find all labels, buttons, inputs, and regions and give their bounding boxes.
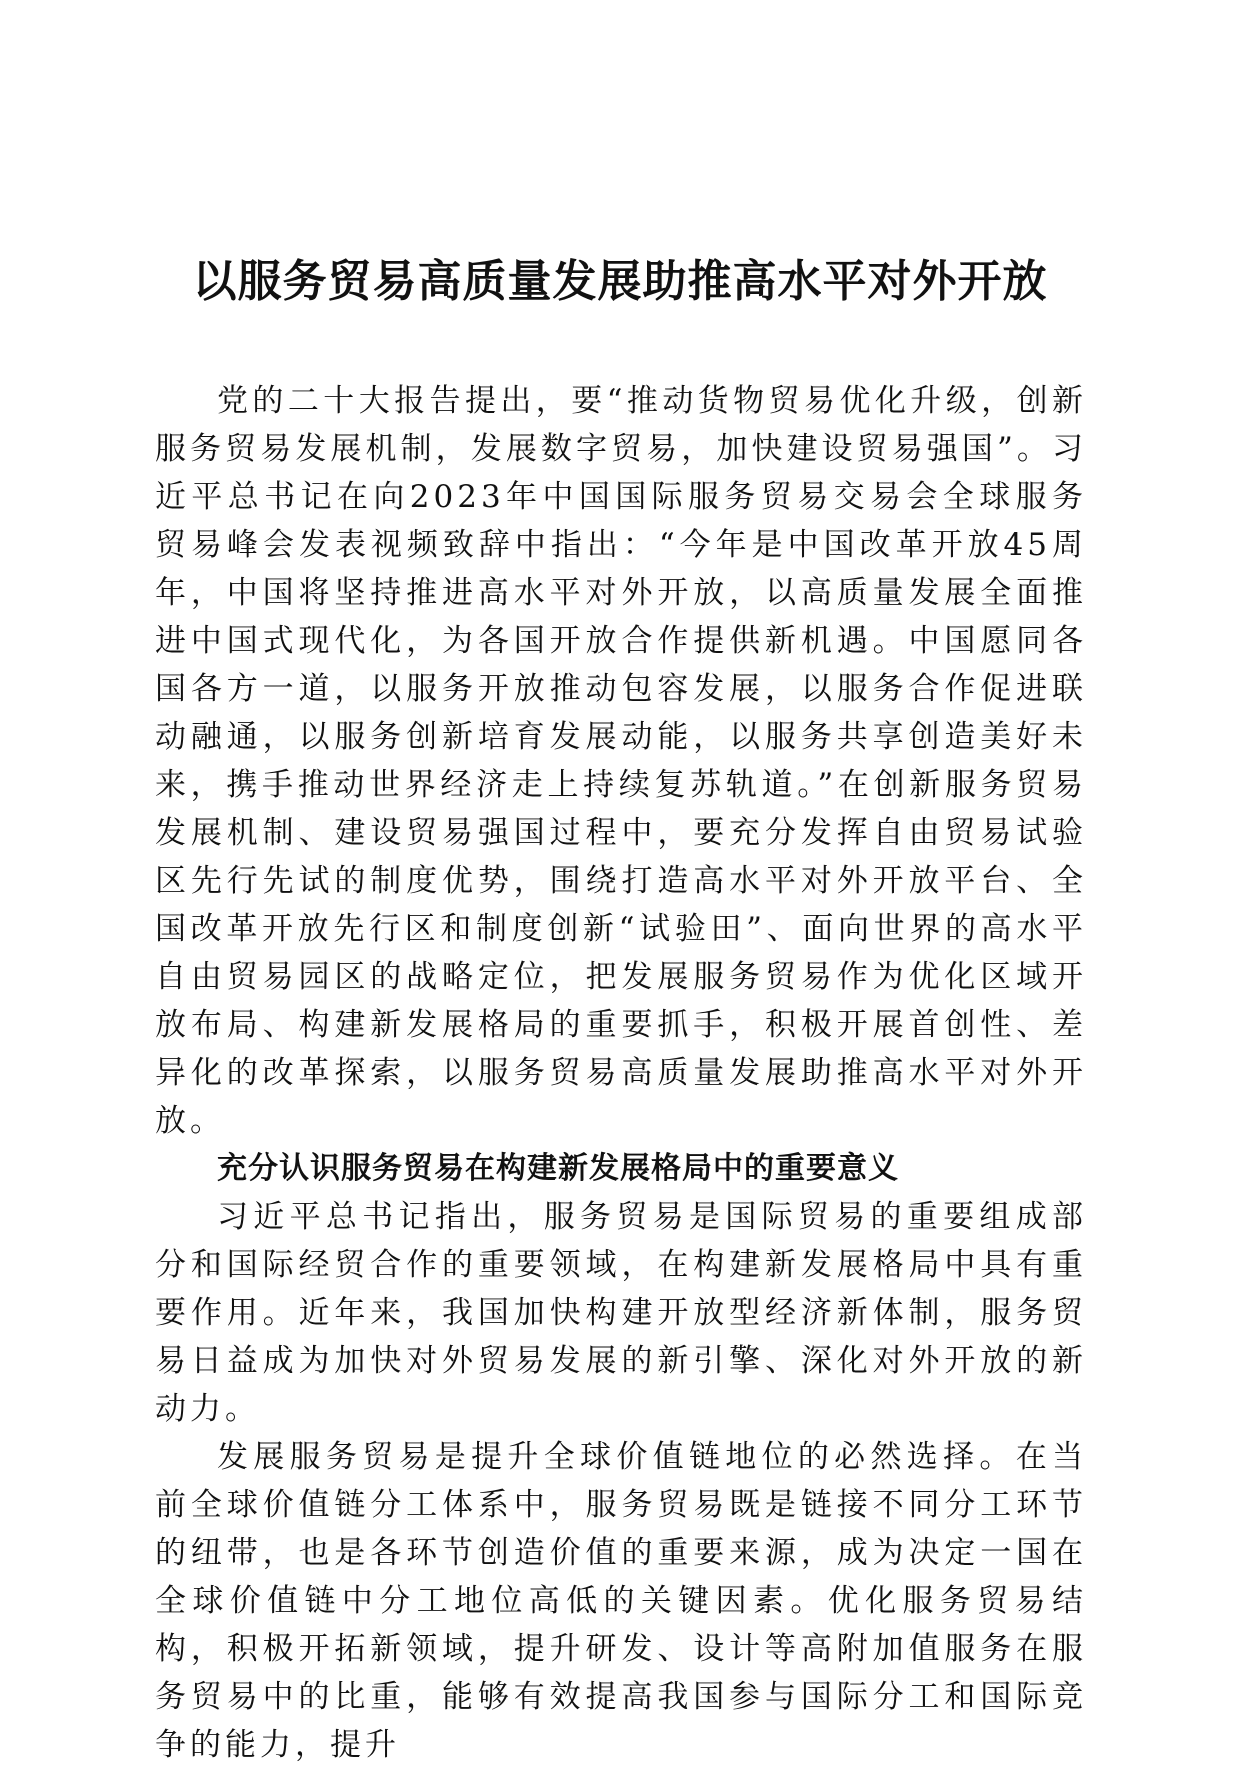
document-body	[155, 377, 1087, 1769]
section-heading: 充分认识服务贸易在构建新发展格局中的重要意义	[217, 1151, 899, 1186]
document-title: 以服务贸易高质量发展助推高水平对外开放	[192, 256, 1048, 307]
paragraph: 习近平总书记指出，服务贸易是国际贸易的重要组成部分和国际经贸合作的重要领域，在构建新发展格局中具有重要作用。近年来，我国加快构建开放型经济新体制，服务贸易日益成为加快对外贸易发展的新引擎、深化对外开放的新动力。	[155, 1199, 1087, 1427]
paragraph: 发展服务贸易是提升全球价值链地位的必然选择。在当前全球价值链分工体系中，服务贸易既是链接不同分工环节的纽带，也是各环节创造价值的重要来源，成为决定一国在全球价值链中分工地位高低的关键因素。优化服务贸易结构，积极开拓新领域，提升研发、设计等高附加值服务在服务贸易中的比重，能够有效提高我国参与国际分工和国际竞争的能力，提升	[155, 1439, 1087, 1763]
paragraph: 党的二十大报告提出，要“推动货物贸易优化升级，创新服务贸易发展机制，发展数字贸易，加快建设贸易强国”。习近平总书记在向2023年中国国际服务贸易交易会全球服务贸易峰会发表视频致辞中指出：“今年是中国改革开放45周年，中国将坚持推进高水平对外开放，以高质量发展全面推进中国式现代化，为各国开放合作提供新机遇。中国愿同各国各方一道，以服务开放推动包容发展，以服务合作促进联动融通，以服务创新培育发展动能，以服务共享创造美好未来，携手推动世界经济走上持续复苏轨道。”在创新服务贸易发展机制、建设贸易强国过程中，要充分发挥自由贸易试验区先行先试的制度优势，围绕打造高水平对外开放平台、全国改革开放先行区和制度创新“试验田”、面向世界的高水平自由贸易园区的战略定位，把发展服务贸易作为优化区域开放布局、构建新发展格局的重要抓手，积极开展首创性、差异化的改革探索，以服务贸易高质量发展助推高水平对外开放。	[155, 383, 1087, 1139]
